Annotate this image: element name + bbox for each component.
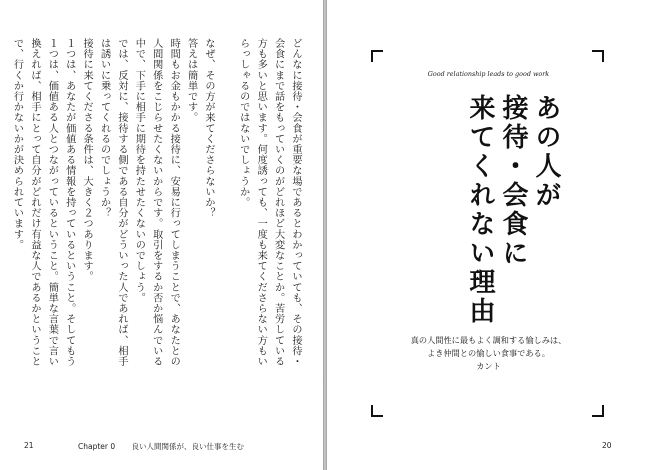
frame-corner-bottom-right <box>592 405 604 417</box>
title-line: あの人が <box>531 94 561 210</box>
left-page <box>0 0 323 470</box>
frame-corner-bottom-left <box>371 405 383 417</box>
paragraph: 時間もお金もかかる接待に、安易に行ってしまうことで、あなたとの人間関係をこじらせたくないからです。取引をするか否か悩んでいる中で、下手に相手に期待を持たせたくないのでしょう。 <box>133 38 180 367</box>
paragraph: では、反対に、接待する側である自分がどういった人であれば、相手は誘いに乗ってくれるのでしょうか？ <box>98 38 127 367</box>
frame-corner-top-right <box>592 50 604 62</box>
paragraph: 答えは簡単です。 <box>185 38 197 123</box>
chapter-title <box>417 94 562 326</box>
page-number-right: 20 <box>602 441 612 450</box>
running-header <box>78 441 244 452</box>
epigraph-line: よき仲間との愉しい食事である。 <box>427 348 550 358</box>
paragraph: どんなに接待・会食が重要な場であるとわかっていても、その接待・会食にまで話をもっていくのがどれほど大変なことか。苦労している方も多いと思います。何度誘っても、一度も来てくださらない方もいらっしゃるのではないでしょうか。 <box>237 38 301 367</box>
running-title: 良い人間関係が、良い仕事を生む <box>131 442 245 451</box>
running-chapter: Chapter 0 <box>78 442 116 451</box>
frame-corner-top-left <box>371 50 383 62</box>
epigraph-line: 真の人間性に最もよく調和する愉しみは、 <box>410 335 567 345</box>
paragraph-spacer <box>217 38 234 368</box>
paragraph: 接待に来てくださる条件は、大きく２つあります。 <box>81 38 93 282</box>
epigraph-author: カント <box>476 361 501 371</box>
chapter-eyebrow: Good relationship leads to good work <box>427 70 550 78</box>
title-line: 接待・会食に <box>498 94 528 268</box>
epigraph <box>327 334 650 373</box>
right-page <box>327 0 650 470</box>
title-line: 来てくれない理由 <box>465 94 495 326</box>
body-text <box>11 38 304 368</box>
paragraph: １つは、あなたが価値ある情報を持っているということ。そしてもう１つは、価値ある人とつながっているということ。簡単な言葉で言い換えれば、相手にとって自分がどれだけ有益な人であるかということで、行くか行かないかが決められています。 <box>11 38 75 367</box>
page-number-left: 21 <box>24 441 34 450</box>
paragraph: なぜ、その方が来てくださらないか？ <box>202 38 214 219</box>
